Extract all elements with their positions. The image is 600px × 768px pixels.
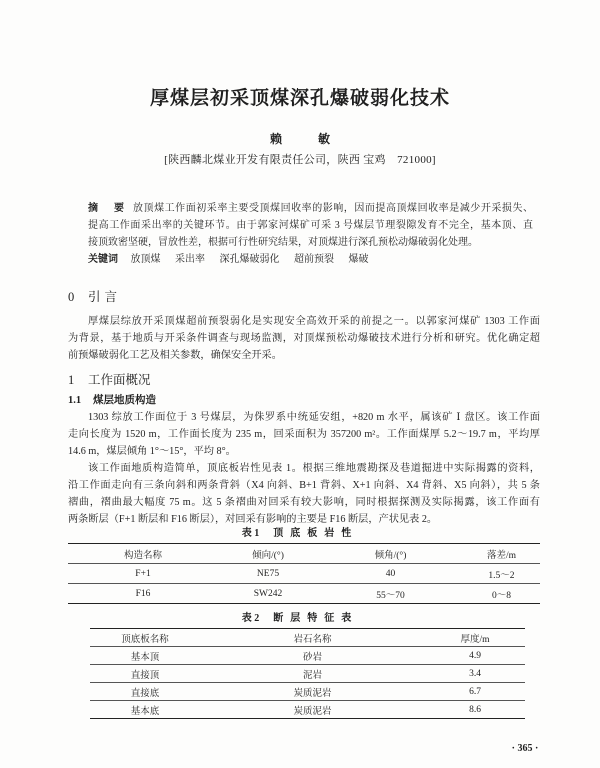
paragraph-introduction [68, 313, 540, 364]
table-cell: 炭质泥岩 [200, 683, 425, 701]
table-cell: 泥岩 [200, 665, 425, 683]
table-row [68, 584, 540, 604]
table-row [90, 683, 525, 701]
subsection-number: 1.1 [68, 395, 82, 406]
table-row [90, 647, 525, 665]
text-line: 1303 综放工作面位于 3 号煤层，为侏罗系中统延安组，+820 m 水平，属该矿 Ⅰ 盘区。该工作面 [88, 412, 540, 423]
table-2-caption [0, 612, 600, 626]
keywords-label: 关键词 [88, 254, 118, 265]
text-line: 沿工作面走向有三条向斜和两条背斜（X4 向斜、B+1 背斜、X+1 向斜、X4 背斜、X5 向斜），共 5 条 [68, 480, 540, 491]
text-line: 为背景，基于地质与开采条件调查与现场监测，对顶煤预松动爆破技术进行分析和研究。优化确定超 [68, 333, 540, 344]
table-header-row [68, 544, 540, 564]
table-header-cell: 倾角/(°) [318, 544, 463, 564]
text-line: 褶曲，褶曲最大幅度 75 m。这 5 条褶曲对回采有较大影响，同时根据探测及实际揭露，该工作面有 [68, 497, 540, 508]
table-header-row [90, 629, 525, 647]
table-title: 断层特征表 [273, 613, 359, 624]
table-header-cell: 顶底板名称 [90, 629, 200, 647]
table-cell: SW242 [218, 584, 318, 604]
table-row [90, 701, 525, 719]
table-cell: 6.7 [425, 683, 525, 701]
abstract-line: 提高工作面采出率的关键环节。由于郭家河煤矿可采 3 号煤层节理裂隙发育不完全，基本顶、直 [88, 220, 533, 231]
section-number: 1 [68, 373, 75, 387]
paragraph-geology-1 [68, 409, 540, 460]
table-cell: 8.6 [425, 701, 525, 719]
table-cell: F16 [68, 584, 218, 604]
table-row [68, 564, 540, 584]
text-line: 该工作面地质构造简单，顶底板岩性见表 1。根据三维地震勘探及巷道掘进中实际揭露的资料， [88, 463, 540, 474]
table-cell: 40 [318, 564, 463, 584]
abstract-text: 放顶煤工作面初采率主要受顶煤回收率的影响，因而提高顶煤回收率是减少开采损失、 [133, 203, 533, 214]
table-cell: 基本顶 [90, 647, 200, 665]
table-row [90, 665, 525, 683]
abstract-line [88, 200, 533, 217]
keywords [88, 251, 533, 268]
author-affiliation: [陕西麟北煤业开发有限责任公司，陕西 宝鸡 721000] [164, 154, 436, 166]
table-label: 表 1 [241, 528, 260, 539]
page-number: · 365 · [511, 743, 539, 754]
table-header-cell: 厚度/m [425, 629, 525, 647]
author-name: 赖 敏 [269, 132, 342, 146]
text-line: 厚煤层综放开采顶煤超前预裂弱化是实现安全高效开采的前提之一。以郭家河煤矿 1303 工作面 [88, 316, 540, 327]
table-1 [68, 543, 540, 604]
text-line: 前预爆破弱化工艺及相关参数，确保安全开采。 [68, 350, 282, 361]
section-heading-working-face [68, 371, 151, 389]
table-title: 顶底板岩性 [273, 528, 359, 539]
table-header-cell: 岩石名称 [200, 629, 425, 647]
table-header-cell: 落差/m [463, 544, 540, 564]
text-line: 14.6 m，煤层倾角 1°～15°，平均 8°。 [68, 446, 236, 457]
table-1-caption [0, 527, 600, 541]
table-cell: 4.9 [425, 647, 525, 665]
table-cell: 砂岩 [200, 647, 425, 665]
abstract-line: 接顶致密坚硬，冒放性差，根据可行性研究结果，对顶煤进行深孔预松动爆破弱化处理。 [88, 237, 478, 248]
keyword: 放顶煤 [130, 254, 161, 265]
section-title: 工作面概况 [88, 373, 151, 387]
table-cell: 1.5～2 [463, 564, 540, 584]
paper-title: 厚煤层初采顶煤深孔爆破弱化技术 [149, 88, 450, 109]
table-cell: 3.4 [425, 665, 525, 683]
table-label: 表 2 [241, 613, 260, 624]
table-cell: F+1 [68, 564, 218, 584]
table-2 [90, 628, 525, 719]
text-line: 两条断层（F+1 断层和 F16 断层），对回采有影响的主要是 F16 断层，产状见表 2。 [68, 514, 438, 525]
keyword: 采出率 [175, 254, 205, 265]
abstract [88, 200, 533, 251]
section-heading-introduction [68, 288, 121, 306]
section-number: 0 [68, 290, 75, 304]
table-cell: 基本底 [90, 701, 200, 719]
section-title: 引言 [88, 290, 122, 304]
text-line: 走向长度为 1520 m，工作面长度为 235 m，回采面积为 357200 m²。工作面煤厚 5.2～19.7 m，平均厚 [68, 429, 540, 440]
table-cell: 55～70 [318, 584, 463, 604]
abstract-label: 摘 要 [88, 203, 127, 214]
table-cell: 炭质泥岩 [200, 701, 425, 719]
table-cell: 0～8 [463, 584, 540, 604]
table-cell: 直接顶 [90, 665, 200, 683]
subsection-title: 煤层地质构造 [93, 395, 156, 406]
subsection-heading-geology [68, 393, 156, 409]
table-header-cell: 构造名称 [68, 544, 218, 564]
paragraph-geology-2 [68, 460, 540, 528]
table-cell: 直接底 [90, 683, 200, 701]
table-header-cell: 倾向/(°) [218, 544, 318, 564]
keyword: 深孔爆破弱化 [219, 254, 280, 265]
keyword: 超前预裂 [294, 254, 334, 265]
keyword: 爆破 [348, 254, 369, 265]
table-cell: NE75 [218, 564, 318, 584]
